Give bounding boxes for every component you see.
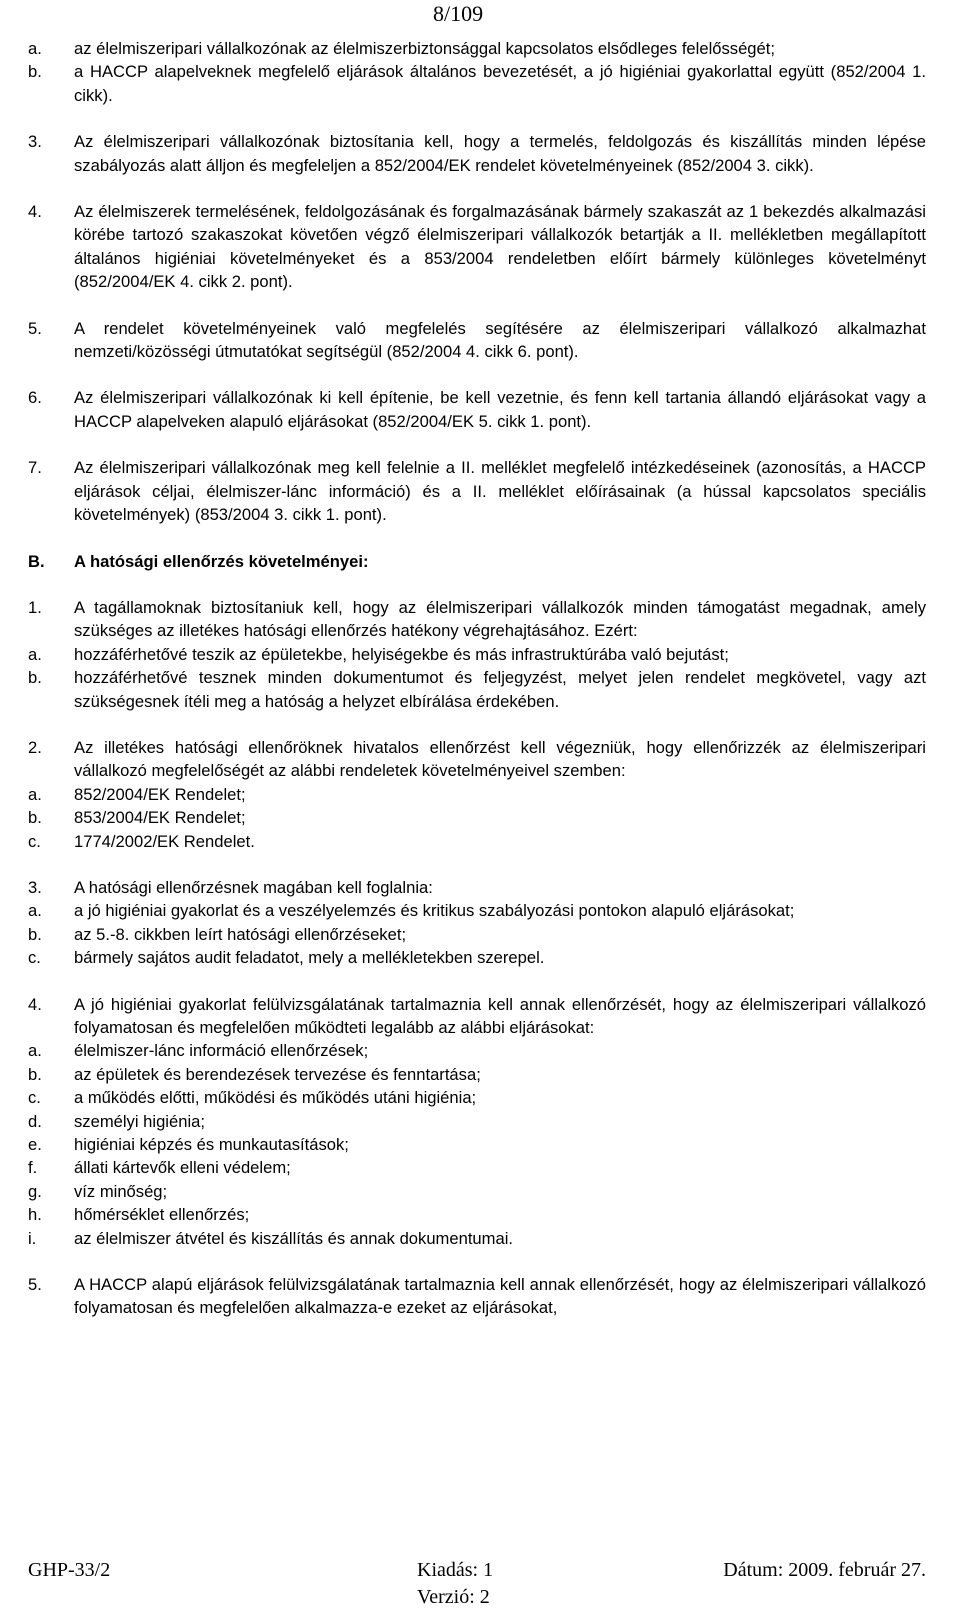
list-item-text: higiéniai képzés és munkautasítások; [74, 1135, 349, 1155]
list-item [28, 946, 926, 969]
list-item [28, 736, 926, 783]
list-item [28, 1180, 926, 1203]
list-item-label: a. [28, 644, 42, 664]
list-item-text: Az élelmiszeripari vállalkozónak biztosítania kell, hogy a termelés, feldolgozás és kiszállítás minden lépése szabályozás alatt álljon és megfeleljen a 852/2004/EK rendelet követelményeinek (852/2004 3. cikk). [74, 132, 926, 175]
list-item-label: a. [28, 39, 42, 58]
list-item-label: 5. [28, 318, 42, 338]
list-item-label: 3. [28, 877, 42, 897]
list-item [28, 596, 926, 643]
list-item-label: c. [28, 831, 41, 851]
list-item-label: 5. [28, 1275, 42, 1295]
list-item-label: i. [28, 1228, 37, 1248]
footer-date: Dátum: 2009. február 27. [723, 1559, 926, 1581]
list-item-label: B. [28, 551, 45, 571]
list-item-text: hozzáférhetővé tesznek minden dokumentumot és feljegyzést, melyet jelen rendelet megkövetel, vagy azt szükségesnek ítéli meg a hatóság a helyzet elbírálása érdekében. [74, 668, 926, 711]
list-item-text: a működés előtti, működési és működés utáni higiénia; [74, 1088, 477, 1108]
list-item [28, 1110, 926, 1133]
list-item-label: e. [28, 1135, 42, 1155]
footer-edition: Kiadás: 1 [417, 1559, 494, 1581]
list-item-label: c. [28, 948, 41, 968]
list-item-text: a HACCP alapelveknek megfelelő eljárások általános bevezetését, a jó higiéniai gyakorlattal együtt (852/2004 1. cikk). [74, 62, 926, 105]
paragraph-spacer [28, 433, 926, 456]
list-item-text: hozzáférhetővé teszik az épületekbe, helyiségekbe és más infrastruktúrába való bejutást; [74, 644, 729, 664]
list-item-label: h. [28, 1205, 42, 1225]
document-body [28, 37, 926, 1320]
paragraph-spacer [28, 177, 926, 200]
paragraph-spacer [28, 573, 926, 596]
list-item-text: hőmérséklet ellenőrzés; [74, 1205, 250, 1225]
list-item-text: A hatósági ellenőrzés követelményei: [74, 551, 369, 571]
list-item-label: 7. [28, 458, 42, 478]
list-item [28, 1039, 926, 1062]
list-item-label: 4. [28, 994, 42, 1014]
list-item [28, 1063, 926, 1086]
section-heading [28, 550, 926, 573]
list-item-text: bármely sajátos audit feladatot, mely a mellékletekben szerepel. [74, 948, 545, 968]
list-item-label: 4. [28, 202, 42, 222]
list-item [28, 1156, 926, 1179]
list-item-text: A hatósági ellenőrzésnek magában kell foglalnia: [74, 877, 433, 897]
list-item [28, 666, 926, 713]
list-item-text: A rendelet követelményeinek való megfelelés segítésére az élelmiszeripari vállalkozó alkalmazhat nemzeti/közösségi útmutatókat segítségül (852/2004 4. cikk 6. pont). [74, 318, 926, 362]
list-item [28, 643, 926, 666]
footer-version: Verzió: 2 [417, 1586, 490, 1608]
list-item-text: az élelmiszer átvétel és kiszállítás és annak dokumentumai. [74, 1228, 514, 1248]
list-item-label: b. [28, 668, 42, 688]
list-item [28, 806, 926, 829]
list-item-text: Az élelmiszeripari vállalkozónak ki kell építenie, be kell vezetnie, és fenn kell tartania állandó eljárásokat vagy a HACCP alapelveken alapuló eljárásokat (852/2004/EK 5. cikk 1. pont). [74, 388, 926, 431]
list-item-label: a. [28, 901, 42, 921]
list-item-text: állati kártevők elleni védelem; [74, 1158, 291, 1178]
paragraph-spacer [28, 713, 926, 736]
list-item-text: A tagállamoknak biztosítaniuk kell, hogy az élelmiszeripari vállalkozók minden támogatást megadnak, amely szükséges az illetékes hatósági ellenőrzés hatékony végrehajtásához. Ezért: [74, 597, 926, 641]
list-item [28, 1086, 926, 1109]
list-item [28, 386, 926, 433]
list-item [28, 317, 926, 364]
list-item-text: Az illetékes hatósági ellenőröknek hivatalos ellenőrzést kell végezniük, hogy ellenőrizzék az élelmiszeripari vállalkozó megfelelőségét az alábbi rendeletek követelményeivel szemben: [74, 737, 926, 781]
list-item-text: 853/2004/EK Rendelet; [74, 808, 246, 828]
list-item [28, 783, 926, 806]
list-item-label: a. [28, 784, 42, 804]
list-item-text: az 5.-8. cikkben leírt hatósági ellenőrzéseket; [74, 924, 407, 944]
list-item-label: a. [28, 1041, 42, 1061]
list-item [28, 130, 926, 177]
list-item [28, 830, 926, 853]
paragraph-spacer [28, 1250, 926, 1273]
paragraph-spacer [28, 107, 926, 130]
paragraph-spacer [28, 853, 926, 876]
list-item [28, 1273, 926, 1320]
list-item-text: Az élelmiszerek termelésének, feldolgozásának és forgalmazásának bármely szakaszát az 1 bekezdés alkalmazási körébe tartozó szakaszokat követően végző élelmiszeripari vállalkozók betartják a II. mellékletben megállapított általános higiéniai követelményeket és a 853/2004 rendeletben előírt bármely különleges követelményt (852/2004/EK 4. cikk 2. pont). [74, 202, 926, 292]
list-item [28, 1133, 926, 1156]
paragraph-spacer [28, 970, 926, 993]
list-item-text: az épületek és berendezések tervezése és fenntartása; [74, 1064, 481, 1084]
list-item-text: víz minőség; [74, 1181, 168, 1201]
list-item-label: 3. [28, 132, 42, 152]
list-item [28, 1203, 926, 1226]
list-item [28, 200, 926, 294]
list-item-label: f. [28, 1158, 38, 1178]
list-item [28, 899, 926, 922]
list-item [28, 1227, 926, 1250]
list-item-label: 2. [28, 737, 42, 757]
page-footer [28, 1557, 926, 1611]
paragraph-spacer [28, 294, 926, 317]
list-item [28, 37, 926, 60]
list-item-label: 6. [28, 388, 42, 408]
list-item-label: 1. [28, 597, 42, 617]
list-item [28, 923, 926, 946]
list-item-text: a jó higiéniai gyakorlat és a veszélyelemzés és kritikus szabályozási pontokon alapuló eljárásokat; [74, 901, 795, 921]
list-item-text: 852/2004/EK Rendelet; [74, 784, 246, 804]
list-item-text: Az élelmiszeripari vállalkozónak meg kell felelnie a II. melléklet megfelelő intézkedéseinek (azonosítás, a HACCP eljárások céljai, élelmiszer-lánc információ) és a II. melléklet előírásainak (a hússal kapcsolatos speciális követelmények) (853/2004 3. cikk 1. pont). [74, 458, 926, 525]
list-item [28, 993, 926, 1040]
list-item-label: c. [28, 1088, 41, 1108]
list-item [28, 60, 926, 107]
paragraph-spacer [28, 527, 926, 550]
paragraph-spacer [28, 363, 926, 386]
list-item-label: b. [28, 62, 42, 82]
list-item-text: az élelmiszeripari vállalkozónak az élelmiszerbiztonsággal kapcsolatos elsődleges felelősségét; [74, 39, 775, 58]
list-item-text: 1774/2002/EK Rendelet. [74, 831, 255, 851]
list-item-label: d. [28, 1111, 42, 1131]
list-item-label: g. [28, 1181, 42, 1201]
page-number: 8/109 [433, 1, 484, 26]
list-item-label: b. [28, 1064, 42, 1084]
list-item [28, 876, 926, 899]
list-item-label: b. [28, 924, 42, 944]
list-item-label: b. [28, 808, 42, 828]
list-item-text: A HACCP alapú eljárások felülvizsgálatának tartalmaznia kell annak ellenőrzését, hogy az élelmiszeripari vállalkozó folyamatosan és megfelelően alkalmazza-e ezeket az eljárásokat, [74, 1275, 926, 1318]
list-item [28, 456, 926, 526]
list-item-text: személyi higiénia; [74, 1111, 205, 1131]
list-item-text: élelmiszer-lánc információ ellenőrzések; [74, 1041, 369, 1061]
list-item-text: A jó higiéniai gyakorlat felülvizsgálatának tartalmaznia kell annak ellenőrzését, hogy az élelmiszeripari vállalkozó folyamatosan és megfelelően működteti legalább az alábbi eljárásokat: [74, 994, 926, 1037]
footer-doc-code: GHP-33/2 [28, 1559, 111, 1581]
